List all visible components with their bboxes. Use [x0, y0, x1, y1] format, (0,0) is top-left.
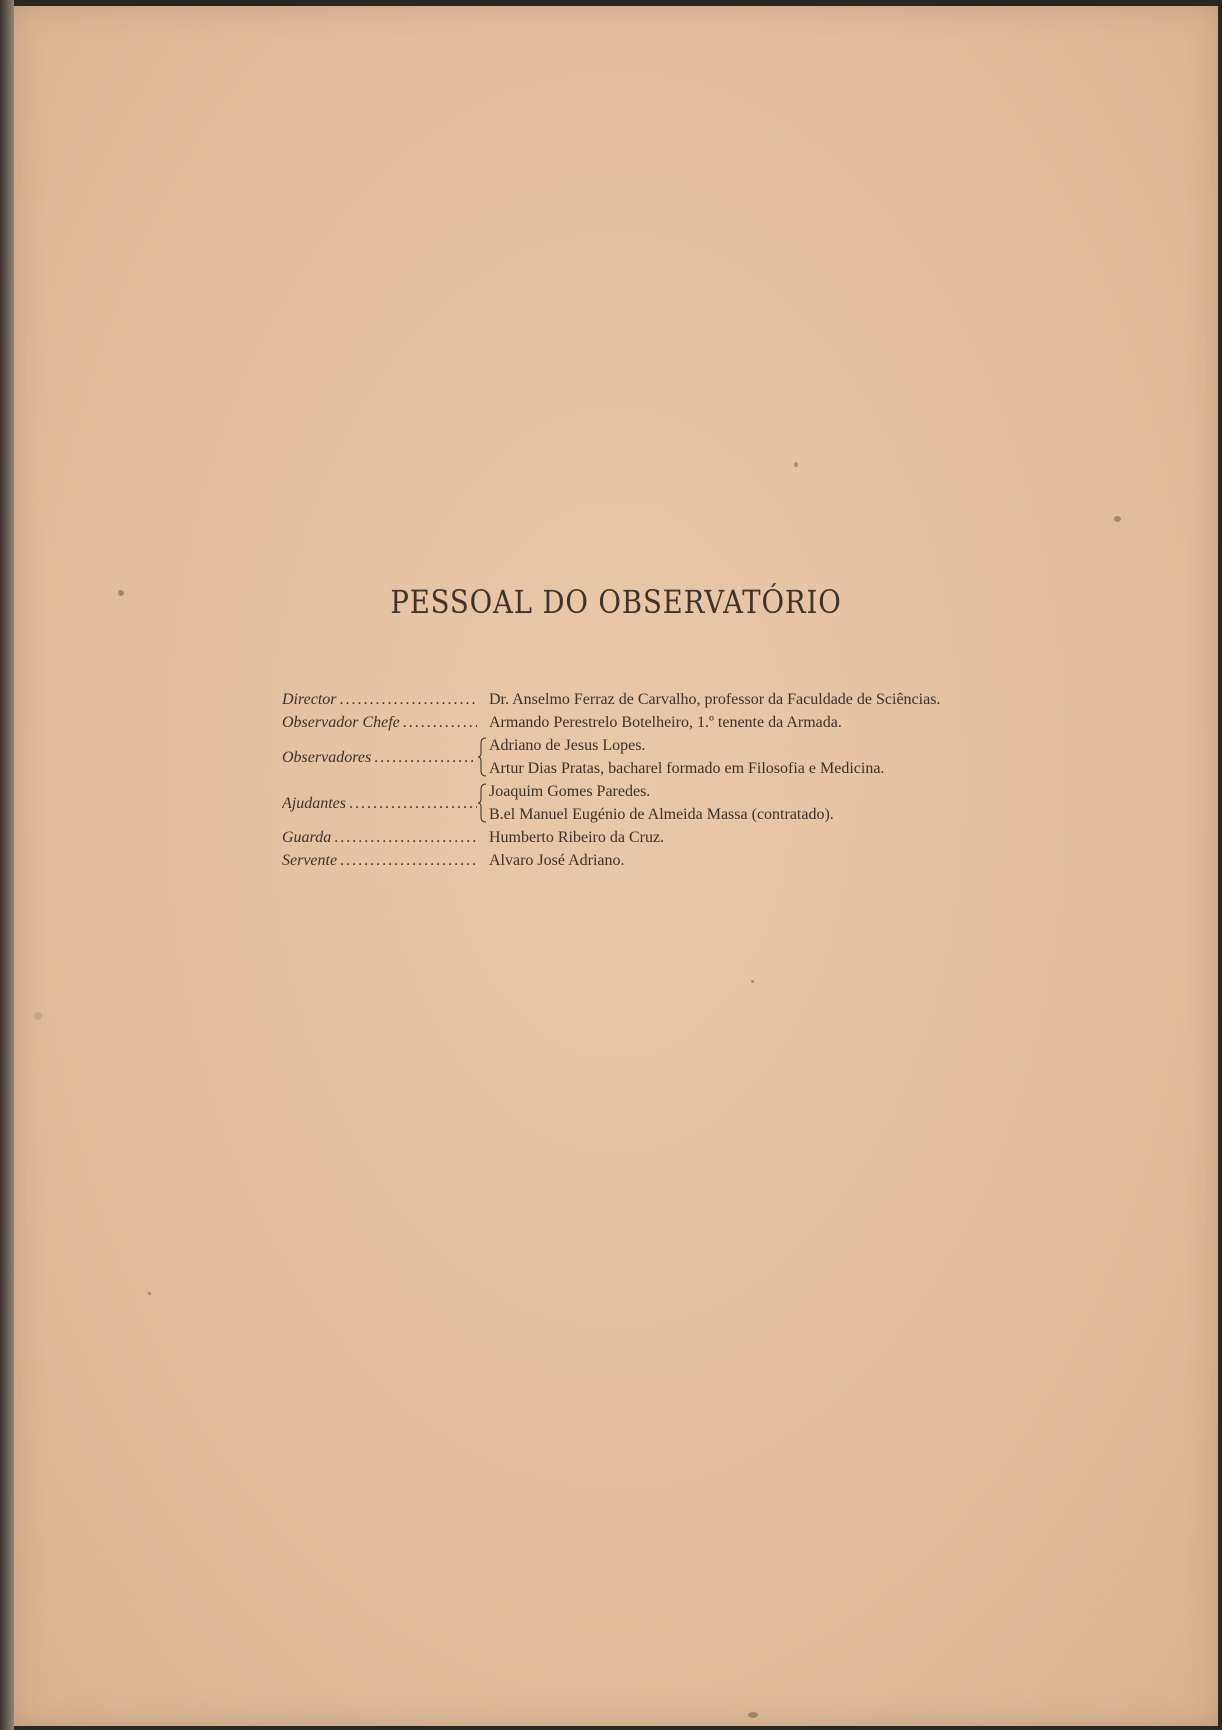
role-label: Servente .....	[282, 849, 477, 872]
document-page	[14, 6, 1218, 1726]
role-label: Guarda .....	[282, 826, 477, 849]
page-edge	[0, 0, 14, 1730]
staff-row-guarda	[282, 826, 1142, 849]
paper-speck	[748, 1712, 758, 1718]
paper-speck	[1114, 516, 1121, 522]
staff-row-ajudantes	[282, 780, 1142, 826]
staff-row-director	[282, 688, 1142, 711]
staff-name: Alvaro José Adriano.	[489, 852, 625, 869]
paper-speck	[751, 980, 754, 983]
role-label: Ajudantes .....	[282, 780, 477, 826]
staff-name: Joaquim Gomes Paredes.	[489, 783, 651, 800]
staff-name: Adriano de Jesus Lopes.	[489, 737, 646, 754]
brace-icon	[477, 783, 489, 823]
role-label: Observador Chefe .....	[282, 711, 477, 734]
staff-row-observadores	[282, 734, 1142, 780]
staff-row-observador-chefe	[282, 711, 1142, 734]
paper-speck	[34, 1012, 42, 1020]
staff-name: Dr. Anselmo Ferraz de Carvalho, professor da Faculdade de Sciências.	[489, 691, 941, 708]
page-title: PESSOAL DO OBSERVATÓRIO	[390, 583, 842, 622]
staff-name: Humberto Ribeiro da Cruz.	[489, 829, 665, 846]
staff-name: Armando Perestrelo Botelheiro, 1.º tenente da Armada.	[489, 714, 842, 731]
role-label: Director .....	[282, 688, 477, 711]
staff-row-servente	[282, 849, 1142, 872]
brace-icon	[477, 737, 489, 777]
role-label: Observadores .....	[282, 734, 477, 780]
staff-name: Artur Dias Pratas, bacharel formado em Filosofia e Medicina.	[489, 760, 885, 777]
staff-name: B.el Manuel Eugénio de Almeida Massa (contratado).	[489, 806, 834, 823]
paper-speck	[148, 1292, 151, 1295]
staff-list	[282, 688, 1142, 872]
paper-speck	[794, 462, 798, 467]
